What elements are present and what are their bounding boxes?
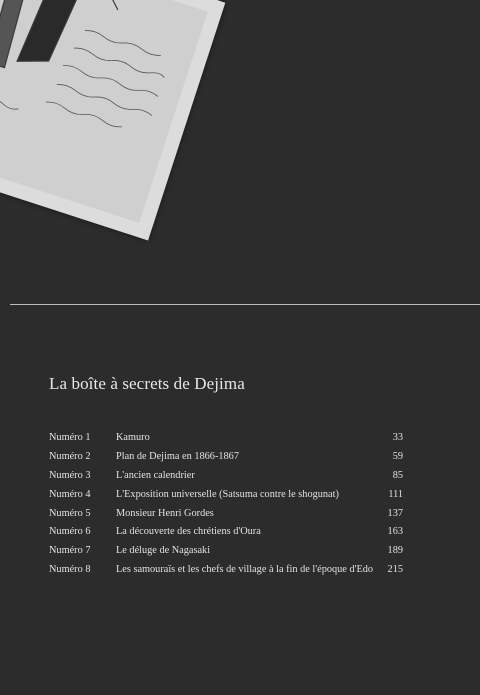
toc-number: Numéro 2: [49, 450, 91, 462]
toc-entry-title: Plan de Dejima en 1866-1867: [116, 450, 239, 462]
toc-number: Numéro 1: [49, 432, 91, 443]
toc-entry-title: Les samouraïs et les chefs de village à la fin de l'époque d'Edo: [116, 564, 374, 576]
photo-drawing: [0, 0, 225, 240]
toc-page-number: 163: [387, 526, 403, 538]
table-of-contents: [49, 429, 409, 580]
toc-row: [49, 523, 409, 542]
toc-page-number: 111: [388, 488, 403, 500]
toc-row: [49, 448, 409, 467]
toc-number: Numéro 4: [49, 488, 91, 500]
toc-entry-title: Monsieur Henri Gordes: [116, 507, 214, 519]
toc-entry-title: La découverte des chrétiens d'Oura: [116, 526, 261, 538]
toc-page-number: 215: [387, 564, 403, 576]
toc-entry-title: L'ancien calendrier: [116, 469, 195, 481]
letter-photo-illustration: [0, 0, 225, 240]
toc-row: [49, 486, 409, 505]
toc-entry-title: Kamuro: [116, 432, 150, 443]
toc-row: [49, 505, 409, 524]
toc-entry-title: L'Exposition universelle (Satsuma contre le shogunat): [116, 488, 339, 500]
toc-row: [49, 467, 409, 486]
toc-row: [49, 561, 409, 580]
toc-number: Numéro 5: [49, 507, 91, 519]
toc-row: [49, 429, 409, 448]
toc-page-number: 33: [392, 432, 403, 443]
toc-page-number: 59: [392, 450, 403, 462]
toc-entry-title: Le déluge de Nagasaki: [116, 545, 211, 557]
section-divider: [10, 304, 480, 305]
toc-page-number: 189: [387, 545, 403, 557]
toc-number: Numéro 7: [49, 545, 91, 557]
toc-page-number: 137: [387, 507, 403, 519]
toc-number: Numéro 8: [49, 564, 91, 576]
toc-page-number: 85: [392, 469, 403, 481]
toc-title: La boîte à secrets de Dejima: [49, 374, 245, 393]
toc-number: Numéro 6: [49, 526, 91, 538]
toc-row: [49, 542, 409, 561]
toc-number: Numéro 3: [49, 469, 91, 481]
